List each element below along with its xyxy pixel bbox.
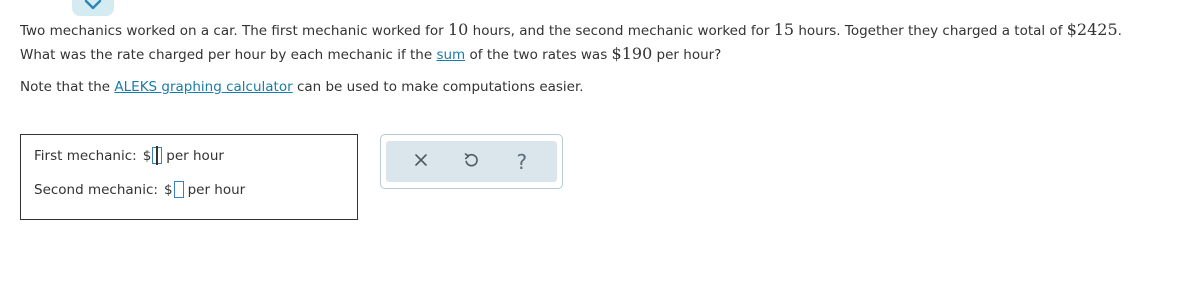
first-mechanic-input[interactable] bbox=[152, 147, 162, 164]
hours-second: 15 bbox=[773, 20, 795, 39]
note-text: Note that the bbox=[20, 79, 115, 95]
answer-box bbox=[20, 134, 358, 220]
total-charge: $2425 bbox=[1066, 20, 1118, 39]
second-mechanic-label: Second mechanic: bbox=[34, 181, 158, 198]
close-icon bbox=[414, 153, 428, 171]
problem-text: What was the rate charged per hour by each mechanic if the bbox=[20, 47, 437, 63]
unit-label: per hour bbox=[166, 147, 224, 164]
unit-label: per hour bbox=[187, 181, 246, 198]
currency-symbol: $ bbox=[163, 181, 173, 198]
chevron-down-icon bbox=[84, 0, 102, 11]
second-mechanic-input[interactable] bbox=[174, 181, 184, 198]
problem-statement-line2 bbox=[20, 44, 721, 63]
problem-text: Two mechanics worked on a car. The first mechanic worked for bbox=[20, 23, 448, 39]
help-icon: ? bbox=[516, 149, 528, 174]
problem-text: of the two rates was bbox=[465, 47, 612, 63]
problem-text: per hour? bbox=[652, 47, 722, 63]
answer-toolbar bbox=[380, 134, 563, 189]
hours-first: 10 bbox=[448, 20, 469, 39]
sum-rate: $190 bbox=[611, 44, 653, 63]
first-mechanic-row bbox=[34, 147, 224, 164]
clear-button[interactable] bbox=[406, 147, 436, 177]
calculator-note bbox=[20, 79, 584, 95]
second-mechanic-row bbox=[34, 181, 245, 198]
note-text: can be used to make computations easier. bbox=[292, 79, 584, 95]
undo-icon bbox=[463, 152, 479, 172]
problem-statement-line1 bbox=[20, 20, 1122, 39]
problem-text: . bbox=[1117, 23, 1122, 39]
collapse-tab[interactable] bbox=[72, 0, 114, 16]
undo-button[interactable] bbox=[456, 147, 486, 177]
help-button[interactable] bbox=[507, 147, 537, 177]
first-mechanic-label: First mechanic: bbox=[34, 147, 137, 164]
problem-text: hours. Together they charged a total of bbox=[794, 23, 1067, 39]
sum-link[interactable]: sum bbox=[436, 47, 466, 63]
graphing-calculator-link[interactable]: ALEKS graphing calculator bbox=[114, 79, 293, 95]
currency-symbol: $ bbox=[142, 147, 152, 164]
toolbar-inner bbox=[386, 141, 557, 182]
problem-text: hours, and the second mechanic worked for bbox=[468, 23, 774, 39]
